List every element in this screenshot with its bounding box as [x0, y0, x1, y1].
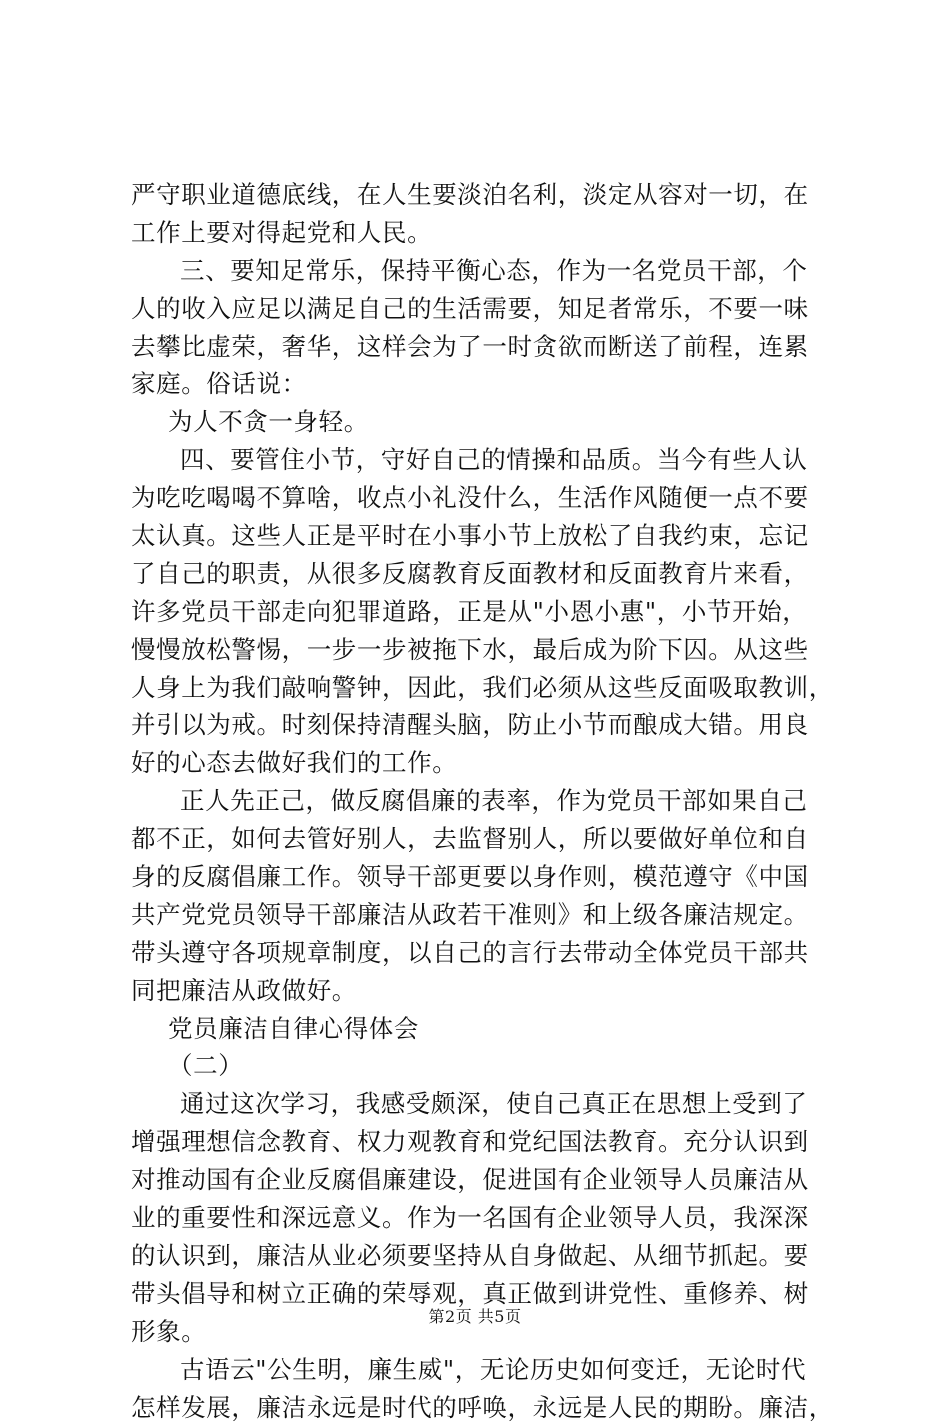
- section-number: （二）: [131, 1047, 831, 1085]
- page-number-footer: 第2页 共5页: [0, 1304, 950, 1327]
- text-line: 严守职业道德底线，在人生要淡泊名利，淡定从容对一切，在: [131, 176, 831, 214]
- body-text: [131, 176, 831, 1426]
- text-line: 业的重要性和深远意义。作为一名国有企业领导人员，我深深: [131, 1199, 831, 1237]
- text-line: 都不正，如何去管好别人，去监督别人，所以要做好单位和自: [131, 820, 831, 858]
- text-line: 带头遵守各项规章制度，以自己的言行去带动全体党员干部共: [131, 934, 831, 972]
- text-line: 家庭。俗话说：: [131, 365, 831, 403]
- text-line: 增强理想信念教育、权力观教育和党纪国法教育。充分认识到: [131, 1123, 831, 1161]
- text-line: 为吃吃喝喝不算啥，收点小礼没什么，生活作风随便一点不要: [131, 479, 831, 517]
- text-line: 工作上要对得起党和人民。: [131, 214, 831, 252]
- text-line: 去攀比虚荣，奢华，这样会为了一时贪欲而断送了前程，连累: [131, 328, 831, 366]
- text-line: 人的收入应足以满足自己的生活需要，知足者常乐，不要一味: [131, 290, 831, 328]
- text-line: 了自己的职责，从很多反腐教育反面教材和反面教育片来看，: [131, 555, 831, 593]
- text-line: 太认真。这些人正是平时在小事小节上放松了自我约束，忘记: [131, 517, 831, 555]
- paragraph-start: 三、要知足常乐，保持平衡心态，作为一名党员干部，个: [131, 252, 831, 290]
- text-line: 共产党党员领导干部廉洁从政若干准则》和上级各廉洁规定。: [131, 896, 831, 934]
- text-line: 怎样发展，廉洁永远是时代的呼唤，永远是人民的期盼。廉洁，: [131, 1389, 831, 1426]
- text-line: 对推动国有企业反腐倡廉建设，促进国有企业领导人员廉洁从: [131, 1161, 831, 1199]
- text-line: 形象。: [131, 1313, 831, 1351]
- text-line: 好的心态去做好我们的工作。: [131, 744, 831, 782]
- paragraph-start: 正人先正己，做反腐倡廉的表率，作为党员干部如果自己: [131, 782, 831, 820]
- paragraph-start: 四、要管住小节，守好自己的情操和品质。当今有些人认: [131, 441, 831, 479]
- proverb-line: 为人不贪一身轻。: [131, 403, 831, 441]
- text-line: 同把廉洁从政做好。: [131, 972, 831, 1010]
- text-line: 身的反腐倡廉工作。领导干部更要以身作则，模范遵守《中国: [131, 858, 831, 896]
- text-line: 许多党员干部走向犯罪道路，正是从"小恩小惠"，小节开始，: [131, 593, 831, 631]
- text-line: 的认识到，廉洁从业必须要坚持从自身做起、从细节抓起。要: [131, 1237, 831, 1275]
- text-line: 带头倡导和树立正确的荣辱观，真正做到讲党性、重修养、树: [131, 1275, 831, 1313]
- paragraph-start: 古语云"公生明，廉生威"，无论历史如何变迁，无论时代: [131, 1351, 831, 1389]
- text-line: 人身上为我们敲响警钟，因此，我们必须从这些反面吸取教训，: [131, 669, 831, 707]
- paragraph-start: 通过这次学习，我感受颇深，使自己真正在思想上受到了: [131, 1085, 831, 1123]
- section-title: 党员廉洁自律心得体会: [131, 1010, 831, 1048]
- text-line: 慢慢放松警惕，一步一步被拖下水，最后成为阶下囚。从这些: [131, 631, 831, 669]
- text-line: 并引以为戒。时刻保持清醒头脑，防止小节而酿成大错。用良: [131, 706, 831, 744]
